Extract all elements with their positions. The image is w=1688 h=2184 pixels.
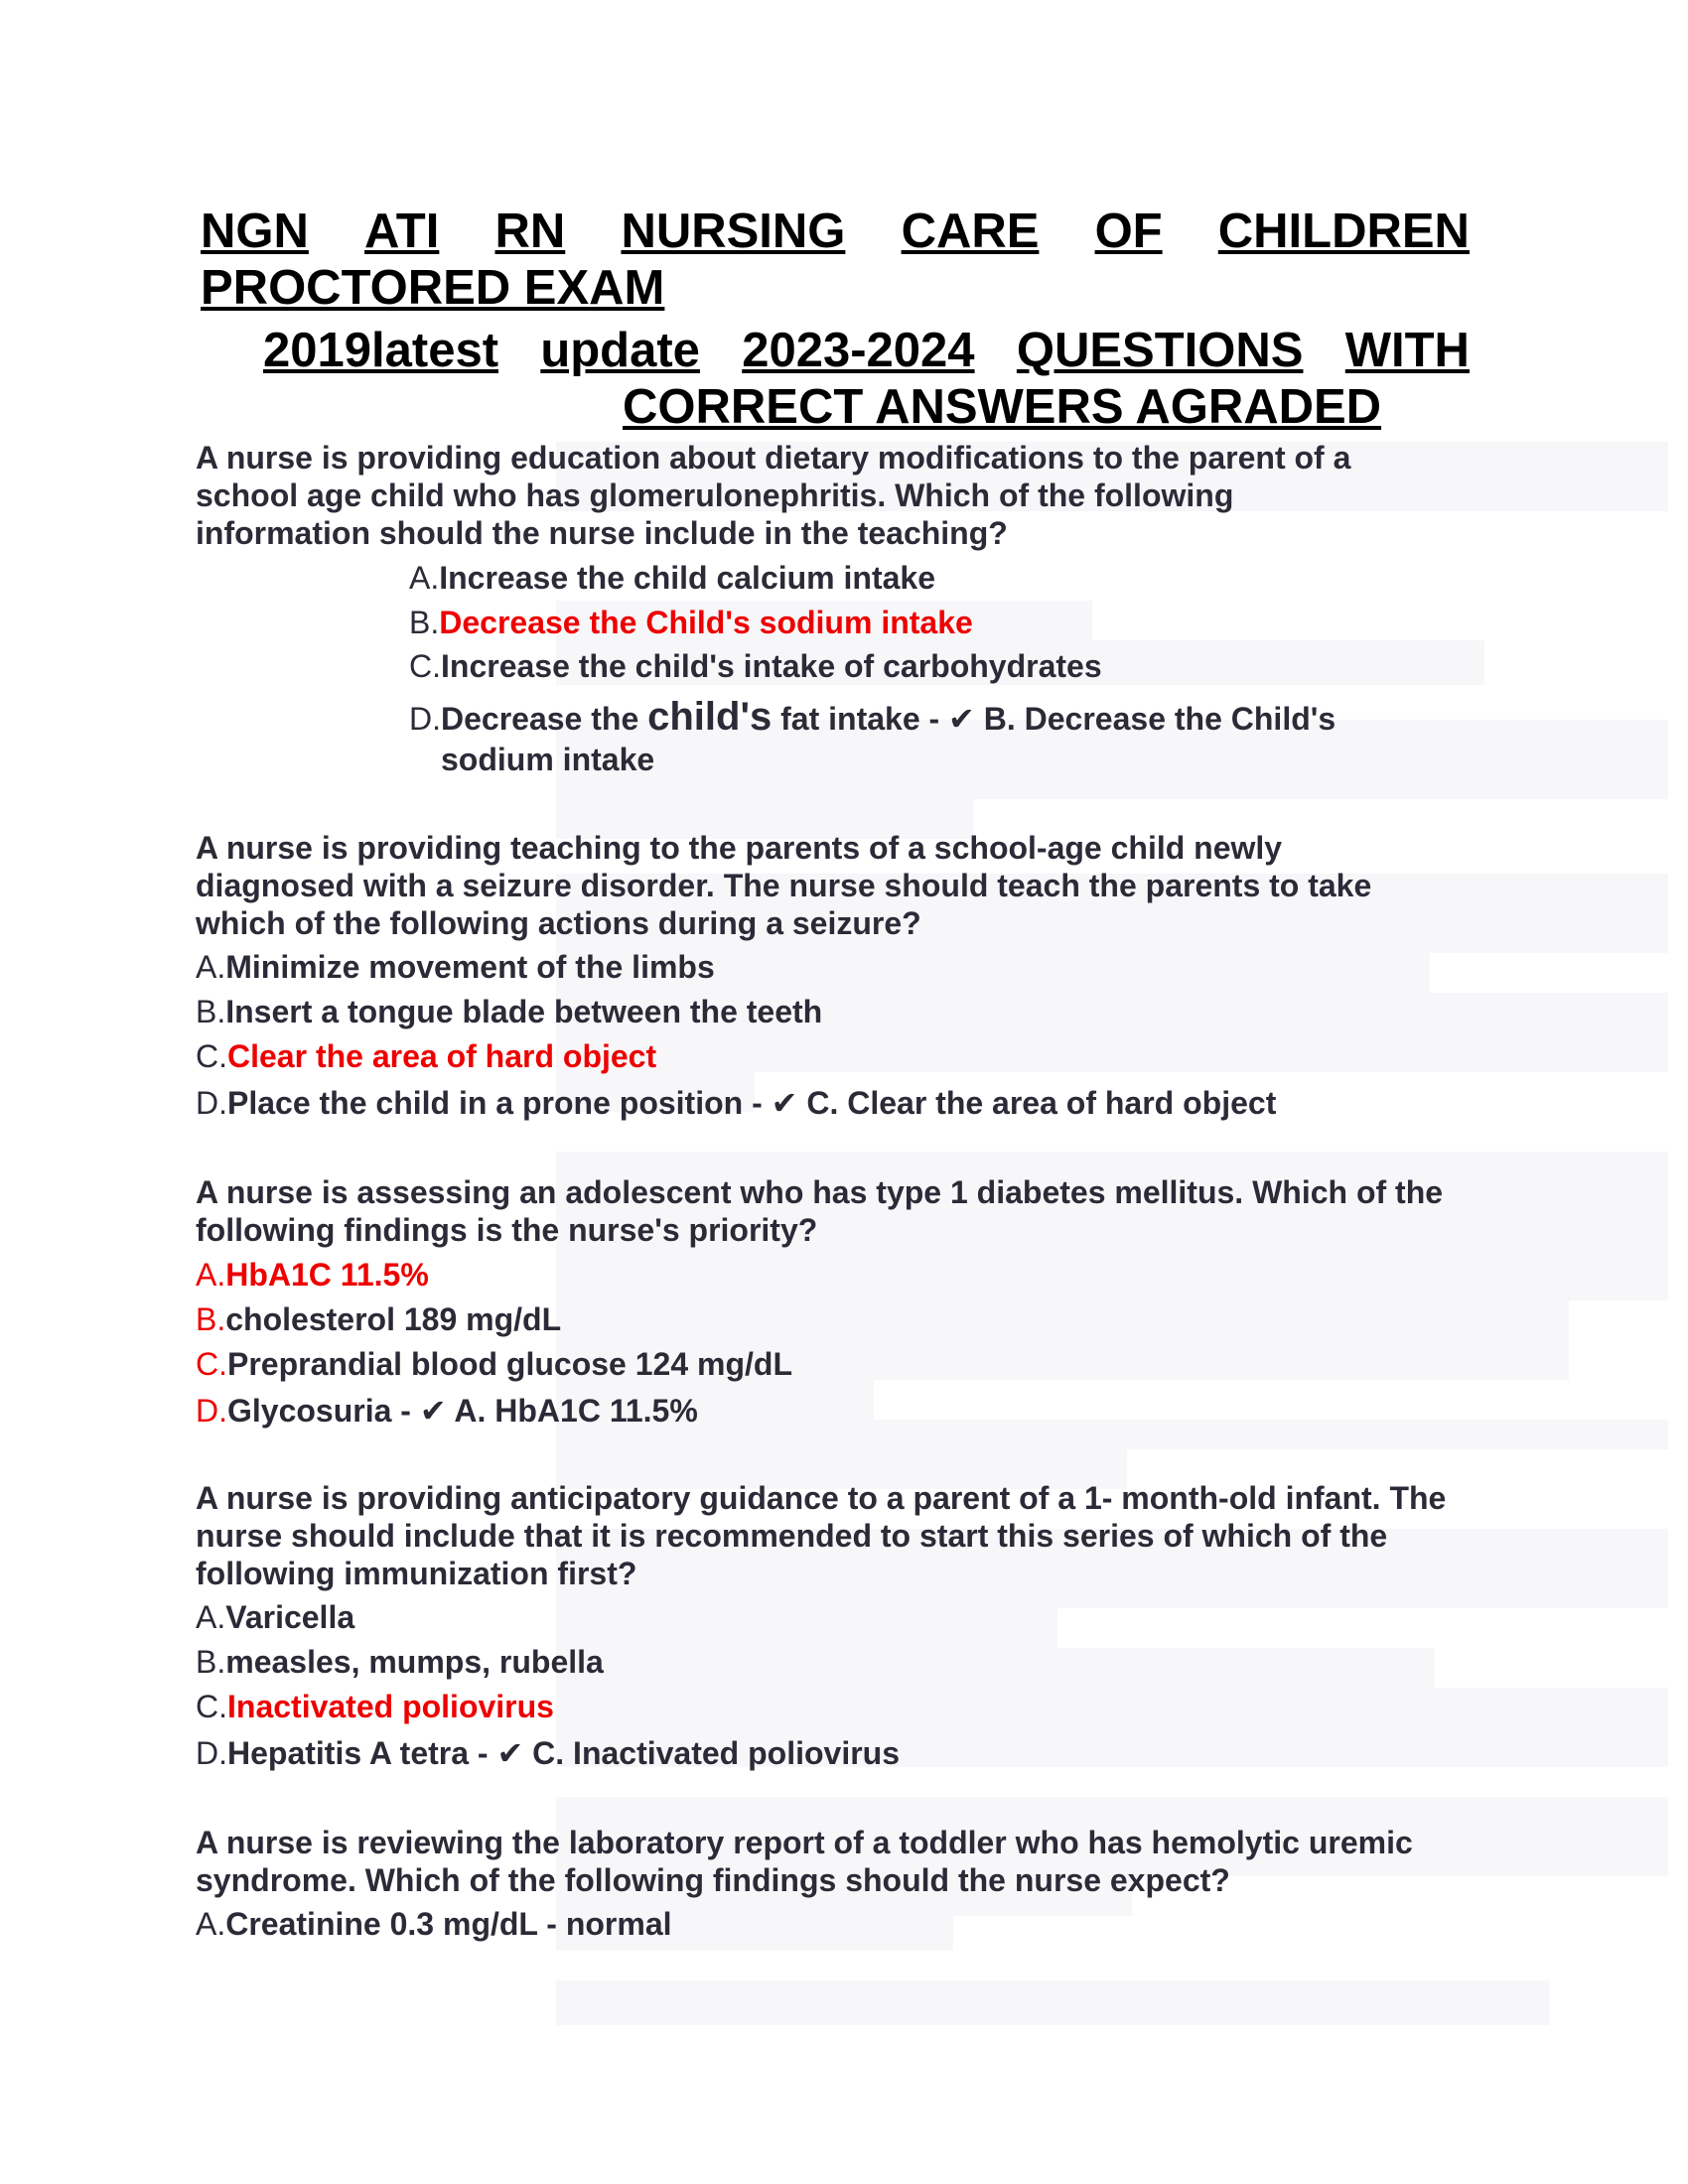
option-c (196, 1345, 792, 1383)
option-text: Glycosuria - ✔ A. HbA1C 11.5% (227, 1393, 698, 1429)
title-word: NURSING (621, 205, 846, 258)
option-letter: C. (196, 1038, 227, 1074)
option-text: Varicella (225, 1599, 355, 1635)
option-text: cholesterol 189 mg/dL (225, 1301, 562, 1337)
option-text: Minimize movement of the limbs (225, 949, 715, 985)
option-letter: A. (196, 1599, 226, 1635)
option-d (196, 1084, 1276, 1122)
option-a (409, 559, 935, 597)
title-word: update (540, 324, 700, 377)
option-b (196, 1643, 604, 1681)
option-a (196, 1598, 354, 1636)
option-c (196, 1037, 656, 1075)
option-text: Increase the child's intake of carbohydrates (441, 648, 1102, 684)
title-word: CHILDREN (1217, 205, 1470, 258)
background-block (556, 1648, 1435, 1688)
title-word: NGN (201, 205, 309, 258)
title-word: 2023-2024 (742, 324, 975, 377)
option-letter: B. (196, 1301, 226, 1337)
option-letter: A. (196, 949, 226, 985)
question-stem: A nurse is reviewing the laboratory report of a toddler who has hemolytic uremic syndrome. Which of the following findings should the nurse expect? (196, 1825, 1413, 1898)
option-letter: C. (196, 1346, 227, 1382)
title-line-1 (201, 204, 1470, 260)
option-text: Place the child in a prone position - ✔ C. Clear the area of hard object (227, 1085, 1277, 1121)
option-letter: C. (196, 1689, 227, 1724)
option-text: Decrease the (441, 701, 648, 737)
option-letter: B. (409, 605, 440, 640)
option-letter: B. (196, 1644, 226, 1680)
option-letter: A. (409, 560, 440, 596)
option-d (196, 1734, 900, 1772)
title-line-3 (263, 323, 1470, 379)
option-text-correct: Clear the area of hard object (227, 1038, 657, 1074)
title-line-4: CORRECT ANSWERS AGRADED (623, 380, 1382, 434)
title-word: QUESTIONS (1016, 324, 1304, 377)
option-c (196, 1688, 554, 1725)
option-text: fat intake - ✔ B. Decrease the Child's (772, 701, 1336, 737)
option-d (196, 1392, 698, 1430)
title-line-2: PROCTORED EXAM (201, 261, 665, 315)
option-text-correct: Inactivated poliovirus (227, 1689, 554, 1724)
title-word: ATI (364, 205, 440, 258)
option-b (409, 604, 973, 641)
option-text-correct: HbA1C 11.5% (225, 1257, 429, 1293)
option-text: Creatinine 0.3 mg/dL - normal (225, 1906, 672, 1942)
question-stem: A nurse is providing education about dietary modifications to the parent of a school age child who has glomerulonephritis. Which of the following information should the nurse include in the teaching? (196, 440, 1351, 551)
option-letter: D. (196, 1085, 227, 1121)
question-stem: A nurse is assessing an adolescent who has type 1 diabetes mellitus. Which of the following findings is the nurse's priority? (196, 1174, 1444, 1248)
option-text: Increase the child calcium intake (439, 560, 935, 596)
option-letter: D. (409, 701, 441, 737)
background-block (556, 1980, 1549, 2025)
option-letter: D. (196, 1393, 227, 1429)
option-c (409, 647, 1102, 685)
option-letter: A. (196, 1906, 226, 1942)
option-text: measles, mumps, rubella (225, 1644, 604, 1680)
option-letter: A. (196, 1257, 226, 1293)
option-letter: D. (196, 1735, 227, 1771)
option-text: Insert a tongue blade between the teeth (225, 994, 823, 1029)
question-stem: A nurse is providing anticipatory guidance to a parent of a 1- month-old infant. The nurse should include that it is recommended to start this series of which of the following immunization first? (196, 1480, 1447, 1591)
option-text-large: child's (647, 695, 773, 739)
background-block (556, 1420, 1668, 1449)
option-text: Hepatitis A tetra - ✔ C. Inactivated poliovirus (227, 1735, 901, 1771)
option-d-continued (441, 741, 654, 778)
option-d (409, 695, 1336, 739)
option-text: sodium intake (441, 742, 655, 777)
title-word: 2019latest (263, 324, 499, 377)
option-letter: B. (196, 994, 226, 1029)
title-word: CARE (901, 205, 1040, 258)
title-word: RN (494, 205, 566, 258)
background-block (556, 1608, 1057, 1648)
title-word: WITH (1344, 324, 1470, 377)
question-stem: A nurse is providing teaching to the parents of a school-age child newly diagnosed with a seizure disorder. The nurse should teach the parents to take which of the following actions during a seizure? (196, 830, 1372, 941)
option-letter: C. (409, 648, 441, 684)
title-word: OF (1094, 205, 1163, 258)
option-text-correct: Decrease the Child's sodium intake (439, 605, 973, 640)
option-text: Preprandial blood glucose 124 mg/dL (227, 1346, 792, 1382)
option-a (196, 1256, 429, 1294)
option-b (196, 1300, 561, 1338)
option-b (196, 993, 822, 1030)
option-a (196, 948, 715, 986)
option-a (196, 1905, 672, 1943)
